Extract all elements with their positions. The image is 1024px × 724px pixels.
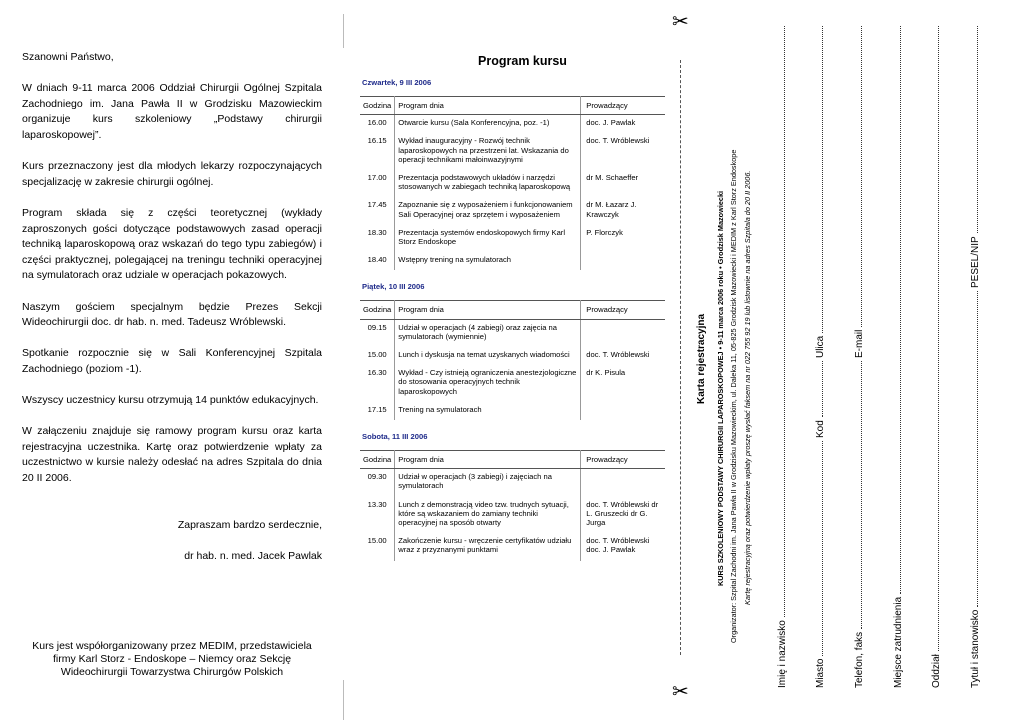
postcode-field[interactable] (815, 358, 826, 438)
cell-time: 15.00 (360, 347, 395, 365)
table-row (360, 225, 665, 252)
course-program (360, 54, 665, 573)
cell-topic: Wstępny trening na symulatorach (395, 252, 581, 270)
cell-time: 16.15 (360, 133, 395, 170)
header-lead: Prowadzący (581, 97, 665, 115)
cell-lead: doc. T. Wróblewski dr L. Gruszecki dr G. Jurga (586, 499, 659, 528)
street-field[interactable] (815, 23, 826, 358)
cell-time: 09.15 (360, 319, 395, 347)
cell-time: 09.30 (360, 469, 395, 497)
postcode-label: Kod (815, 420, 826, 438)
cell-lead: doc. J. Pawlak (586, 118, 636, 128)
scissors-icon: ✂ (672, 681, 689, 703)
postcode-input-line[interactable] (822, 361, 823, 417)
cell-time: 18.40 (360, 252, 395, 270)
cell-topic: Prezentacja podstawowych układów i narzędzi stosowanych w zabiegach techniką laparoskopową (395, 170, 581, 197)
cell-lead (581, 319, 665, 347)
table-row (360, 347, 665, 365)
cell-lead (581, 402, 665, 420)
program-title: Program kursu (478, 54, 567, 68)
cell-topic: Trening na symulatorach (395, 402, 581, 420)
cell-lead: doc. T. Wróblewski (586, 136, 650, 146)
letter-paragraph: Naszym gościem specjalnym będzie Prezes Sekcji Wideochirurgii doc. dr hab. n. med. Tadeusz Wróblewski. (22, 300, 322, 329)
department-label: Oddział (931, 654, 942, 688)
pesel-input-line[interactable] (977, 26, 978, 233)
address-fields (815, 23, 826, 688)
letter-paragraph: Kurs przeznaczony jest dla młodych lekarzy rozpoczynających specjalizację w zakresie chirurgii ogólnej. (22, 160, 322, 188)
schedule-table (360, 450, 665, 561)
fold-line (343, 14, 344, 48)
cell-topic: Wykład inauguracyjny - Rozwój technik laparoskopowych na przestrzeni lat. Wskazania do operacji technikami małoinwazyjnymi (395, 133, 581, 170)
table-row (360, 133, 665, 170)
cell-topic: Udział w operacjach (4 zabiegi) oraz zajęcia na symulatorach (wymiennie) (395, 319, 581, 347)
header-topic: Program dnia (395, 301, 581, 319)
city-input-line[interactable] (822, 441, 823, 656)
header-lead: Prowadzący (581, 451, 665, 469)
scissors-icon: ✂ (672, 11, 689, 33)
workplace-field[interactable] (893, 23, 904, 688)
cell-topic: Zapoznanie się z wyposażeniem i funkcjonowaniem Sali Operacyjnej oraz sprzętem i wyposażeniem (395, 197, 581, 224)
letter-paragraph: Spotkanie rozpocznie się w Sali Konferencyjnej Szpitala Zachodniego (poziom -1). (22, 347, 322, 375)
day-label: Czwartek, 9 III 2006 (362, 78, 432, 87)
table-row (360, 365, 665, 402)
cut-line (680, 60, 681, 655)
header-time: Godzina (360, 451, 395, 469)
contact-fields (854, 23, 865, 688)
letter-paragraph: Program składa się z części teoretycznej (wykłady zaproszonych gości dotyczące podstawowych zasad operacji techniką laparoskopową oraz wskazań do tego typu zabiegów) i części praktycznej, polegającej na treningu techniki operacyjnej na symulatorach oraz udziale w operacjach pokazowych. (22, 206, 322, 282)
job-title-input-line[interactable] (977, 291, 978, 607)
header-topic: Program dnia (395, 97, 581, 115)
day-label: Sobota, 11 III 2006 (362, 432, 428, 442)
header-topic: Program dnia (395, 451, 581, 469)
table-row (360, 115, 665, 134)
table-row (360, 252, 665, 270)
invitation-letter (22, 50, 322, 580)
table-row (360, 170, 665, 197)
header-time: Godzina (360, 97, 395, 115)
department-field[interactable] (931, 23, 942, 688)
email-input-line[interactable] (861, 26, 862, 327)
fold-line (343, 680, 344, 720)
table-row (360, 533, 665, 560)
cell-time: 15.00 (360, 533, 395, 560)
cell-lead: doc. T. Wróblewski (586, 350, 650, 360)
schedule-table (360, 300, 665, 420)
pesel-label: PESEL/NIP (970, 236, 981, 288)
cell-lead: dr M. Łazarz J. Krawczyk (586, 200, 637, 219)
organizer-info: Organizator: Szpital Zachodni im. Jana Pawła II w Grodzisku Mazowieckim, ul. Daleka 11, 05-825 Grodzisk Mazowiecki i MEDIM z Karl Storz Endoskope (729, 149, 738, 643)
cell-lead: P. Florczyk (586, 227, 623, 237)
street-input-line[interactable] (822, 26, 823, 333)
cell-lead (581, 252, 665, 270)
cell-topic: Wykład - Czy istnieją ograniczenia anestezjologiczne do stosowania operacyjnych technik laparoskopowych (395, 365, 581, 402)
cell-lead: dr M. Schaeffer (586, 173, 639, 183)
cell-topic: Prezentacja systemów endoskopowych firmy Karl Storz Endoskope (395, 225, 581, 252)
cell-topic: Lunch z demonstracją video tzw. trudnych sytuacji, które są wskazaniem do zamiany techniki operacyjnej na sposób otwarty (395, 497, 581, 534)
phone-input-line[interactable] (861, 361, 862, 629)
table-row (360, 319, 665, 347)
name-input-line[interactable] (784, 26, 785, 617)
cell-time: 16.00 (360, 115, 395, 134)
job-title-field[interactable] (970, 288, 981, 688)
letter-paragraph: W dniach 9-11 marca 2006 Oddział Chirurgii Ogólnej Szpitala Zachodniego im. Jana Pawła II w Grodzisku Mazowieckim organizuje kurs szkoleniowy „Podstawy chirurgii laparoskopowej”. (22, 82, 322, 141)
letter-paragraph: W załączeniu znajduje się ramowy program kursu oraz karta rejestracyjna uczestnika. Kartę oraz potwierdzenie wpłaty za uczestnictwo w kursie należy odesłać na adres Szpitala do dnia 20 II 2006. (22, 425, 322, 485)
phone-label: Telefon, faks (854, 631, 865, 688)
cell-time: 16.30 (360, 365, 395, 402)
cell-topic: Udział w operacjach (3 zabiegi) i zajęciach na symulatorach (395, 469, 581, 497)
cell-topic: Zakończenie kursu - wręczenie certyfikatów udziału wraz z przyznanymi punktami (395, 533, 581, 560)
email-label: E-mail (854, 329, 865, 358)
schedule-table (360, 96, 665, 270)
workplace-label: Miejsce zatrudnienia (893, 596, 904, 688)
greeting: Szanowni Państwo, (22, 51, 114, 63)
name-label: Imię i nazwisko (777, 620, 788, 688)
pesel-field[interactable] (970, 23, 981, 288)
day-label: Piątek, 10 III 2006 (362, 282, 425, 292)
cell-lead: doc. T. Wróblewski doc. J. Pawlak (586, 536, 650, 555)
phone-field[interactable] (854, 358, 865, 688)
table-row (360, 469, 665, 497)
cell-time: 13.30 (360, 497, 395, 534)
registration-card-title: Karta rejestracyjna (696, 313, 707, 404)
title-fields (970, 23, 981, 688)
table-row (360, 402, 665, 420)
header-time: Godzina (360, 301, 395, 319)
table-row (360, 197, 665, 224)
header-lead: Prowadzący (581, 301, 665, 319)
course-info: KURS SZKOLENIOWY PODSTAWY CHIRURGII LAPAROSKOPOWEJ • 9-11 marca 2006 roku • Grodzisk Mazowiecki (716, 190, 725, 586)
co-organizers-note: Kurs jest współorganizowany przez MEDIM, przedstawiciela firmy Karl Storz - Endoskope – Niemcy oraz Sekcję Wideochirurgii Towarzystwa Chirurgów Polskich (32, 640, 312, 678)
letter-paragraph: Wszyscy uczestnicy kursu otrzymują 14 punktów edukacyjnych. (22, 394, 319, 407)
cell-time: 17.15 (360, 402, 395, 420)
street-label: Ulica (815, 335, 826, 358)
name-field[interactable] (777, 23, 788, 688)
cell-lead (581, 469, 665, 497)
email-field[interactable] (854, 23, 865, 358)
cell-time: 18.30 (360, 225, 395, 252)
city-field[interactable] (815, 438, 826, 688)
table-row (360, 497, 665, 534)
city-label: Miasto (815, 658, 826, 688)
cell-lead: dr K. Pisula (586, 368, 626, 378)
cell-topic: Lunch i dyskusja na temat uzyskanych wiadomości (395, 347, 581, 365)
workplace-input-line[interactable] (900, 26, 901, 594)
job-title-label: Tytuł i stanowisko (970, 609, 981, 688)
department-input-line[interactable] (938, 26, 939, 651)
cell-topic: Otwarcie kursu (Sala Konferencyjna, poz. -1) (395, 115, 581, 134)
signature: dr hab. n. med. Jacek Pawlak (184, 549, 322, 562)
cell-time: 17.00 (360, 170, 395, 197)
closing: Zapraszam bardzo serdecznie, (177, 518, 322, 531)
cell-time: 17.45 (360, 197, 395, 224)
submission-note: Kartę rejestracyjną oraz potwierdzenie wpłaty proszę wysłać faksem na nr 022 755 92 19 lub listownie na adres Szpitala do 20 II 2006. (743, 170, 752, 605)
